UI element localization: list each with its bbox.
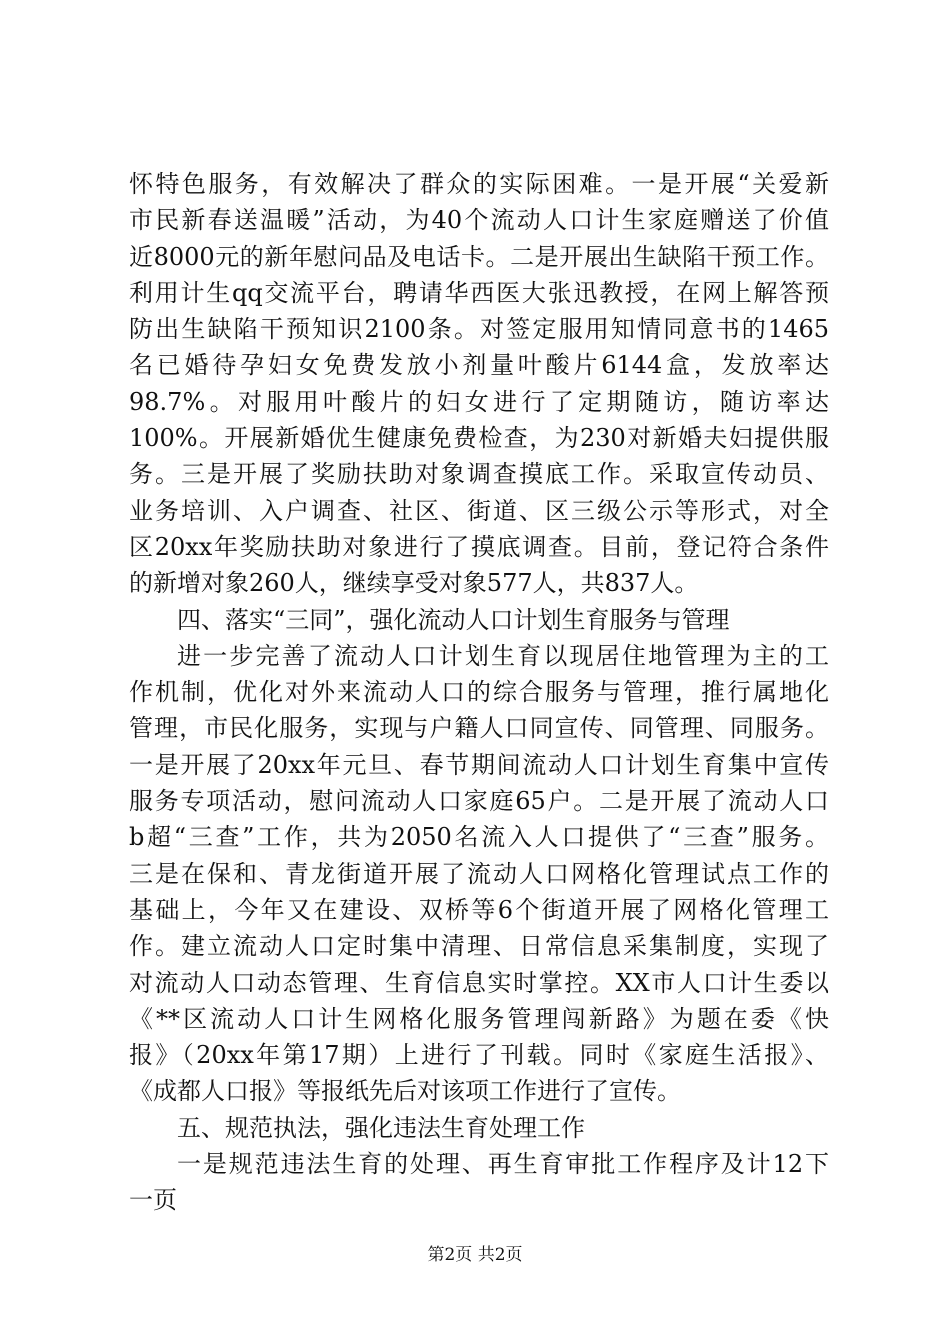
text-line: 《成都人口报》等报纸先后对该项工作进行了宣传。 (129, 1077, 681, 1106)
text-line: 名已婚待孕妇女免费发放小剂量叶酸片6144盒，发放率达 (129, 351, 829, 380)
text-line: b超“三查”工作，共为2050名流入人口提供了“三查”服务。 (129, 823, 829, 852)
text-line: 一是规范违法生育的处理、再生育审批工作程序及计12下 (177, 1150, 829, 1179)
text-line: 市民新春送温暖”活动，为40个流动人口计生家庭赠送了价值 (129, 206, 829, 235)
text-line: 的新增对象260人，继续享受对象577人，共837人。 (129, 569, 699, 598)
text-line: 业务培训、入户调查、社区、街道、区三级公示等形式，对全 (129, 496, 829, 525)
text-line: 近8000元的新年慰问品及电话卡。二是开展出生缺陷干预工作。 (129, 242, 829, 271)
text-line: 防出生缺陷干预知识2100条。对签定服用知情同意书的1465 (129, 315, 829, 344)
text-line: 作。建立流动人口定时集中清理、日常信息采集制度，实现了 (129, 932, 829, 961)
text-line: 三是在保和、青龙街道开展了流动人口网格化管理试点工作的 (129, 859, 829, 888)
text-line: 100%。开展新婚优生健康免费检查，为230对新婚夫妇提供服 (129, 424, 829, 453)
text-line: 服务专项活动，慰问流动人口家庭65户。二是开展了流动人口 (129, 787, 829, 816)
text-line: 98.7%。对服用叶酸片的妇女进行了定期随访，随访率达 (129, 387, 829, 416)
document-body (129, 166, 829, 1219)
text-line: 利用计生qq交流平台，聘请华西医大张迅教授，在网上解答预 (129, 278, 829, 307)
text-line: 报》（20xx年第17期）上进行了刊载。同时《家庭生活报》、 (129, 1041, 829, 1070)
text-line: 对流动人口动态管理、生育信息实时掌控。XX市人口计生委以 (129, 968, 829, 997)
text-line: 四、落实“三同”，强化流动人口计划生育服务与管理 (177, 605, 730, 634)
text-line: 怀特色服务，有效解决了群众的实际困难。一是开展“关爱新 (129, 170, 829, 198)
text-line: 作机制，优化对外来流动人口的综合服务与管理，推行属地化 (129, 678, 829, 707)
text-line: 务。三是开展了奖励扶助对象调查摸底工作。采取宣传动员、 (129, 460, 829, 489)
text-line: 一是开展了20xx年元旦、春节期间流动人口计划生育集中宣传 (129, 750, 829, 779)
text-line: 五、规范执法，强化违法生育处理工作 (177, 1113, 585, 1142)
text-line: 管理，市民化服务，实现与户籍人口同宣传、同管理、同服务。 (129, 714, 829, 743)
text-line: 《**区流动人口计生网格化服务管理闯新路》为题在委《快 (129, 1004, 829, 1033)
text-line: 区20xx年奖励扶助对象进行了摸底调查。目前，登记符合条件 (129, 532, 829, 561)
text-line: 进一步完善了流动人口计划生育以现居住地管理为主的工 (177, 641, 829, 670)
text-line: 一页 (129, 1186, 177, 1215)
text-line: 基础上，今年又在建设、双桥等6个街道开展了网格化管理工 (129, 895, 829, 924)
page-footer: 第2页 共2页 (427, 1245, 523, 1265)
